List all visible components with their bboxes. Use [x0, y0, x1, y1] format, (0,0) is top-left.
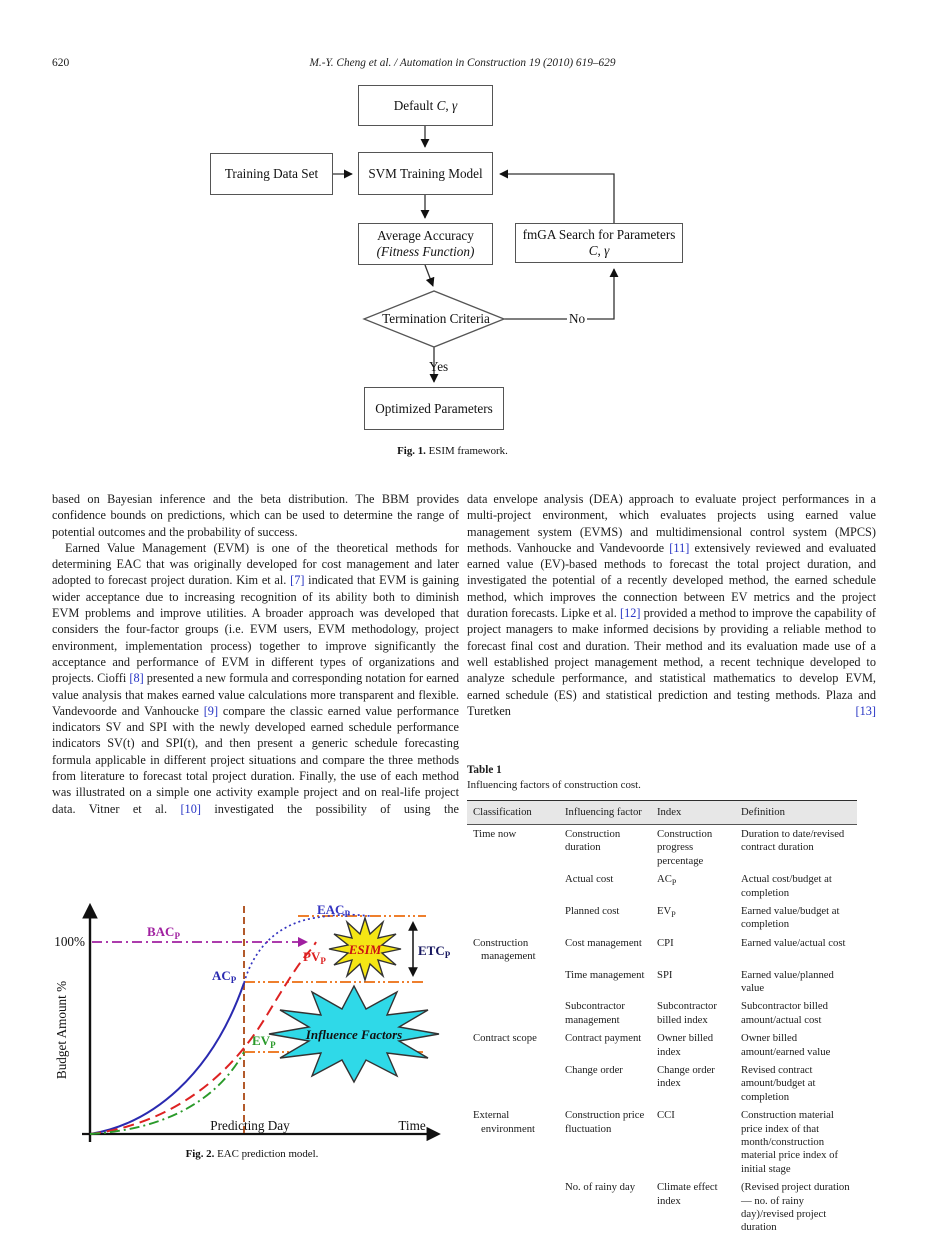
yes-label: Yes	[429, 359, 449, 374]
y-axis-label: Budget Amount %	[54, 980, 69, 1080]
citation-link[interactable]: [12]	[619, 606, 641, 621]
table1	[467, 800, 857, 1234]
citation-link[interactable]: [13]	[855, 703, 876, 718]
etc-label: $ETC_P$	[418, 943, 451, 960]
box-label: Optimized Parameters	[375, 400, 493, 416]
table-row: Time now Construction duration Construction progress percentage Duration to date/revised contract duration	[473, 827, 845, 867]
box-label: SVM Training Model	[368, 165, 483, 181]
table-row: Time management SPI Earned value/planned value	[565, 968, 834, 994]
flowchart-box-fmga-search	[515, 223, 683, 263]
arrow-fmga-to-svm	[500, 174, 614, 223]
column-header: Index	[657, 801, 741, 825]
fig2-eac-prediction-model	[52, 890, 452, 1142]
table1-body	[467, 825, 857, 1234]
time-label: Time	[398, 1118, 426, 1133]
fig2-caption-label: Fig. 2.	[185, 1148, 215, 1160]
ev-label: $EV_P$	[252, 1033, 276, 1050]
box-label: fmGA Search for Parameters C, γ	[522, 227, 676, 258]
right-column	[467, 491, 876, 719]
table-row: Subcontractor management Subcontractor billed index Subcontractor billed amount/actual cost	[565, 1000, 828, 1026]
box-label: Training Data Set	[224, 166, 319, 182]
citation-link[interactable]: [7]	[290, 573, 305, 588]
table-row: Construction management Cost management CPI Earned value/actual cost	[473, 936, 846, 963]
y-tick-100: 100%	[54, 934, 85, 949]
left-column	[52, 491, 459, 817]
pv-label: $PV_P$	[303, 949, 326, 966]
flowchart-box-training-data-set	[210, 153, 333, 195]
termination-criteria-label: Termination Criteria	[382, 311, 490, 326]
page-number: 620	[52, 57, 70, 69]
pv-curve	[90, 942, 316, 1134]
fig1-caption-text: ESIM framework.	[425, 445, 508, 457]
table-row: Change order Change order index Revised contract amount/budget at completion	[565, 1064, 816, 1103]
table-row: No. of rainy day Climate effect index (Revised project duration — no. of rainy day)/revised project duration	[565, 1181, 850, 1234]
column-header: Definition	[741, 801, 857, 825]
table1-label: Table 1	[467, 764, 502, 776]
predicting-day-label: Predicting Day	[210, 1118, 290, 1133]
arrow-no-to-fmga	[504, 269, 614, 319]
flowchart-box-optimized-parameters	[364, 387, 504, 430]
flowchart-box-default-c-gamma	[358, 85, 493, 126]
influence-factors-label: Influence Factors	[305, 1027, 403, 1042]
table1-block	[467, 764, 857, 1234]
citation-link[interactable]: [9]	[203, 703, 219, 718]
fig1-caption	[180, 445, 725, 457]
bac-label: $BAC_P$	[147, 924, 180, 941]
citation-link[interactable]: [10]	[180, 801, 201, 816]
eac-label: $EAC_P$	[317, 902, 350, 919]
fig2-caption-text: EAC prediction model.	[214, 1148, 319, 1160]
fig1-caption-label: Fig. 1.	[397, 445, 426, 457]
table1-caption: Influencing factors of construction cost.	[467, 779, 641, 791]
box-label-line2: (Fitness Function)	[376, 244, 475, 259]
paragraph: based on Bayesian inference and the beta distribution. The BBM provides confidence bounds on predictions, which can be used to determine the range of potential outcomes and the probability of success.	[52, 492, 459, 539]
ac-label: $AC_P$	[212, 968, 237, 985]
column-header: Influencing factor	[565, 801, 657, 825]
paragraph: data envelope analysis (DEA) approach to evaluate project performances in a multi-project environment, which evaluates projects using earned value management system (EVMS) and multidimensional control system (MPCS) methods. Vanhoucke and Vandevoorde [11] extensively reviewed and evaluated earned value (EV)-based methods to forecast the total project duration, and investigated the potential of a recently developed method, the earned schedule method, which improves the connection between EV metrics and the project duration forecasts. Lipke et al. [12] provided a method to improve the capability of project managers to make informed decisions by providing a reliable method to forecast final cost and duration. Their method and its evaluation made use of a well established project management method, a recent technique developed to analyze schedule performance, and statistical mathematics to develop EVM, earned schedule (ES) and statistical prediction and testing methods. Plaza and Turetken [13]	[467, 492, 876, 718]
esim-label: ESIM	[348, 942, 382, 957]
flowchart-box-average-accuracy	[358, 223, 493, 265]
flowchart-box-svm-training-model	[358, 152, 493, 195]
column-header: Classification	[467, 801, 565, 825]
fig2-caption	[52, 1148, 452, 1160]
running-head: M.-Y. Cheng et al. / Automation in Construction 19 (2010) 619–629	[309, 57, 616, 69]
table-row: Actual cost $AC_P$ Actual cost/budget at completion	[565, 873, 832, 899]
table-row: Planned cost $EV_P$ Earned value/budget at completion	[565, 904, 840, 931]
paragraph: Earned Value Management (EVM) is one of the theoretical methods for determining EAC that was originally developed for cost management and later adopted to forecast project duration. Kim et al. [7] indicated that EVM is gaining wider acceptance due to increasing recognition of its ability both to diminish EVM problems and improve utilities. A broader approach was developed that considers the four-factor groups (i.e. EVM users, EVM methodology, project environment, implementation process) together to improve significantly the acceptance and performance of EVM in different types of organizations and projects. Cioffi [8] presented a new formula and corresponding notation for earned value analysis that makes earned value calculations more transparent and flexible. Vandevoorde and Vanhoucke [9] compare the classic earned value performance indicators SV and SPI with the newly developed earned schedule performance indicators SV(t) and SPI(t), and then present a generic schedule forecasting formula applicable in different project situations and compare the three methods from literature to forecast total project duration. Finally, the use of each method was illustrated on a simple one activity example project and on real-life project data. Vitner et al. [10] investigated the possibility of using the	[52, 540, 459, 816]
box-label: Default C, γ	[393, 97, 458, 113]
fig1-esim-framework	[180, 82, 725, 452]
no-label: No	[569, 311, 586, 326]
table-row: Contract scope Contract payment Owner billed index Owner billed amount/earned value	[473, 1032, 831, 1058]
table1-header	[467, 801, 857, 825]
fig2-chart	[52, 890, 452, 1142]
ac-curve	[90, 983, 244, 1134]
table-row: External environment Construction price fluctuation CCI Construction material price index of that month/construction material price index of initial stage	[473, 1109, 839, 1175]
box-label-line1: Average Accuracy	[377, 228, 474, 244]
citation-link[interactable]: [8]	[129, 671, 144, 686]
citation-link[interactable]: [11]	[669, 540, 690, 555]
arrow-accuracy-to-termination	[425, 265, 433, 286]
